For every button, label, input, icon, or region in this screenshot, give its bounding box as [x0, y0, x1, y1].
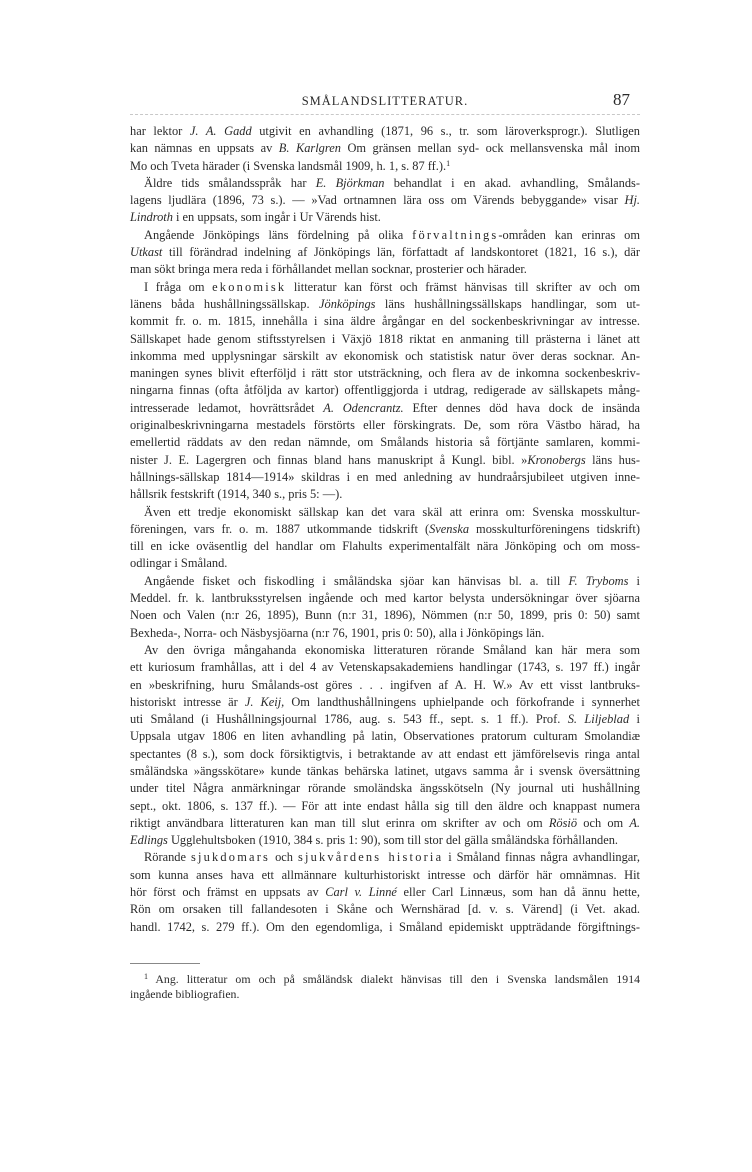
text-run: Noen och Valen (n:r 26, 1895), Bunn (n:r 31, 1896), Nömmen (n:r 50, 1899, pris 0: 50) samt: [130, 608, 640, 623]
text-line: [130, 919, 640, 936]
text-line: [130, 694, 640, 711]
text-run: Ang. litteratur om och på småländsk dialekt hänvisas till den i Svenska landsmålen 1914: [148, 972, 640, 986]
footnote-marker: 1: [144, 972, 148, 981]
text-line: [130, 209, 640, 226]
text-run: Om landthushållningens uphielpande och förkofrande i synnerhet: [284, 694, 640, 709]
text-run: till en icke oväsentlig del handlar om Flahults experimentalfält nära Jönköping och om moss-: [130, 539, 640, 554]
text-run: sept., okt. 1806, s. 137 ff.). — För att inte endast hålla sig till den äldre och knappast numera: [130, 798, 640, 813]
text-run: Även ett tredje ekonomiskt sällskap kan det vara skäl att erinra om: Svenska mosskultur-: [144, 504, 640, 519]
text-run: har lektor: [130, 124, 190, 138]
body-text: [130, 123, 640, 936]
footnote-line: [130, 987, 640, 1002]
running-header: [130, 92, 640, 112]
italic-text: Svenska: [429, 521, 470, 536]
text-run: -områden kan erinras om: [498, 227, 641, 242]
text-line: [130, 348, 640, 365]
text-line: [130, 555, 640, 572]
footnote-rule: [130, 963, 200, 964]
text-run: mosskulturföreningens tidskrift): [469, 521, 640, 536]
text-line: [130, 313, 640, 330]
text-run: Efter dennes död hava dock de insända: [403, 400, 641, 415]
text-line: [130, 331, 640, 348]
text-line: [130, 815, 640, 832]
text-line: [130, 677, 640, 694]
text-run: hör först och främst en uppsats av: [130, 885, 326, 900]
text-run: nister J. E. Lagergren och finnas bland hans manuskript å Kungl. bibl. »: [130, 452, 528, 467]
italic-text: A.: [629, 815, 640, 830]
text-run: behandlat i en akad. avhandling, Smålands-: [384, 175, 640, 190]
text-line: [130, 469, 640, 486]
italic-text: F. Tryboms: [568, 573, 629, 588]
italic-text: Kronobergs: [527, 452, 586, 467]
text-line: [130, 763, 640, 780]
text-line: [130, 261, 640, 278]
italic-text: S. Liljeblad: [567, 712, 630, 727]
text-run: Sällskapet hade genom stiftsstyrelsen i Växjö 1818 riktat en anmaning till prästerna i länet att: [130, 331, 640, 346]
text-line: [130, 832, 640, 849]
text-line: [130, 296, 640, 313]
text-run: intresserade ledamot, hovrättsrådet: [130, 400, 324, 415]
text-line: [130, 504, 640, 521]
text-line: [130, 521, 640, 538]
text-run: Äldre tids smålandsspråk har: [144, 175, 316, 190]
italic-text: Hj.: [624, 193, 640, 208]
running-title: SMÅLANDSLITTERATUR.: [301, 94, 469, 108]
text-run: kan nämnas en uppsats av: [130, 141, 279, 156]
text-run: föreningen, vars fr. o. m. 1887 utkommande tidskrift (: [130, 521, 430, 536]
text-run: hållsrik festskrift (1914, 340 s., pris 5: —).: [130, 487, 343, 502]
italic-text: J. Keij,: [244, 694, 285, 709]
text-run: spectantes (8 s.), som dock försiktigtvis, i betraktande av att endast ett jämförelsevis ringa antal: [130, 746, 640, 761]
text-run: maningen synes blivit efterföljd i rätt stor utsträckning, och flera av de inkomna sockenbeskriv-: [130, 366, 640, 381]
text-run: lagens ljudlära (1896, 73 s.). — »Vad ortnamnen lära oss om Värends bebyggande» visar: [130, 193, 625, 208]
text-run: länens båda hushållningssällskap.: [130, 296, 320, 311]
text-run: i: [628, 573, 640, 588]
text-line: [130, 901, 640, 918]
text-run: litteratur kan först och främst hänvisas till skrifter av och om: [286, 279, 640, 294]
text-run: Rön om orsaken till fallandesoten i Skåne och Wernshärad [d. v. s. Värend] (i Vet. akad.: [130, 902, 640, 917]
text-line: [130, 434, 640, 451]
text-run: Angående fisket och fiskodling i småländska sjöar kan hänvisas bl. a. till: [144, 573, 569, 588]
text-line: [130, 486, 640, 503]
header-rule: [130, 114, 640, 115]
text-run: Meddel. fr. k. lantbruksstyrelsen ingående och med kartor belysta undersökningar över sjöarna: [130, 591, 640, 606]
italic-text: J. A. Gadd: [189, 124, 252, 138]
text-line: [130, 417, 640, 434]
text-line: [130, 746, 640, 763]
spaced-emphasis-text: ekonomisk: [212, 279, 287, 294]
text-run: läns hus-: [585, 452, 640, 467]
text-run: småländska »ängsskötare» kunde tänkas behärska latinet, utgavs samma år i svensk översättning: [130, 763, 640, 778]
italic-text: B. Karlgren: [278, 141, 341, 156]
text-line: [130, 625, 640, 642]
text-run: Rörande: [144, 850, 191, 865]
text-line: [130, 849, 640, 866]
text-line: [130, 659, 640, 676]
italic-text: A. Odencrantz.: [323, 400, 404, 415]
text-line: [130, 192, 640, 209]
text-run: Angående Jönköpings läns fördelning på olika: [144, 227, 413, 242]
text-run: odlingar i Småland.: [130, 556, 228, 571]
text-run: Ugglehultsboken (1910, 384 s. pris 1: 90), som till stor del gälla småländska förhållanden.: [167, 833, 618, 848]
text-run: ett kuriosum framhållas, att i del 4 av Vetenskapsakademiens handlingar (1743, s. 197 ff.) ingår: [130, 660, 640, 675]
text-line: [130, 884, 640, 901]
text-line: [130, 244, 640, 261]
text-run: i en uppsats, som ingår i Ur Värends hist.: [172, 210, 381, 225]
text-run: Bexheda-, Norra- och Näsbysjöarna (n:r 76, 1901, pris 0: 50), alla i Jönköpings län.: [130, 625, 545, 640]
footnote-line: [130, 972, 640, 987]
italic-text: Utkast: [130, 245, 163, 260]
text-line: [130, 642, 640, 659]
text-run: och: [270, 850, 298, 865]
text-run: inkomma med upplysningar särskilt av ekonomisk och statistisk natur över deras socknar. An-: [130, 348, 640, 363]
text-run: uti Småland (i Hushållningsjournal 1786, aug. s. 543 ff., sept. s. 1 ff.). Prof.: [130, 712, 568, 727]
text-run: och om: [577, 815, 630, 830]
text-run: till förändrad indelning af Jönköpings län, författadt af landskontoret (1821, 16 s.), där: [162, 245, 640, 260]
text-run: som kunna anses hava ett allmännare kulturhistoriskt intresse och därför här omnämnas. Hit: [130, 867, 640, 882]
italic-text: Carl v. Linné: [325, 885, 397, 900]
text-run: Mo och Tveta härader (i Svenska landsmål 1909, h. 1, s. 87 ff.).: [130, 158, 447, 173]
text-line: [130, 175, 640, 192]
italic-text: Lindroth: [130, 210, 173, 225]
text-run: riktigt användbara litteraturen kan man till slut erinra om skrifter av och om: [130, 815, 549, 830]
text-run: i Småland finnas några avhandlingar,: [443, 850, 641, 865]
text-run: en »beskrifning, huru Smålands-ost göres . . . ingifven af A. H. W.» Av ett visst lantbruks-: [130, 677, 640, 692]
text-line: [130, 780, 640, 797]
text-run: ningarna finnas (ofta åtföljda av kartor) offentliggjorda i utdrag, redigerade av sällskapets mång-: [130, 383, 640, 398]
text-line: [130, 158, 640, 175]
text-line: [130, 123, 640, 140]
italic-text: Rösiö: [548, 815, 578, 830]
text-run: utgivit en avhandling (1871, 96 s., tr. som läroverksprogr.). Slutligen: [251, 124, 640, 138]
text-line: [130, 538, 640, 555]
text-run: handl. 1742, s. 279 ff.). Om den egendomliga, i Småland epidemiskt uppträdande förgiftnings-: [130, 919, 640, 934]
text-line: [130, 867, 640, 884]
spaced-emphasis-text: sjukvårdens historia: [297, 850, 444, 865]
footnotes: [130, 972, 640, 1002]
text-line: [130, 728, 640, 745]
text-run: kommit fr. o. m. 1815, innehålla i sina äldre årgångar en del sockenbeskrivningar av intresse.: [130, 314, 640, 329]
text-line: [130, 140, 640, 157]
text-line: [130, 227, 640, 244]
text-line: [130, 400, 640, 417]
italic-text: Jönköpings: [319, 296, 376, 311]
text-run: Av den övriga mångahanda ekonomiska litteraturen rörande Småland kan här mera som: [144, 642, 640, 657]
text-run: under titel Några anmärkningar rörande smoländska ängsskötseln (Ny journal uti hushållning: [130, 781, 640, 796]
text-run: I fråga om: [144, 279, 213, 294]
text-run: läns hushållningssällskaps handlingar, som ut-: [375, 296, 641, 311]
text-run: ingående bibliografien.: [130, 987, 240, 1001]
text-line: [130, 452, 640, 469]
spaced-emphasis-text: sjukdomars: [190, 850, 271, 865]
text-run: emellertid räddats av den redan nämnde, om Smålands historia så förtjänte samlaren, kommi-: [130, 435, 640, 450]
text-run: i: [629, 712, 641, 727]
text-line: [130, 607, 640, 624]
italic-text: E. Björkman: [315, 175, 385, 190]
page-number: 87: [613, 90, 630, 109]
text-run: hållnings-sällskap 1814—1914» skildras i en med anledning av hundraårsjubileet utgiven inne-: [130, 469, 640, 484]
text-line: [130, 798, 640, 815]
text-line: [130, 590, 640, 607]
text-run: eller Carl Linnæus, som han då ännu hette,: [396, 885, 640, 900]
italic-text: Edlings: [130, 833, 168, 848]
text-run: originalbeskrivningarna mestadels förstörts eller förskingrats. De, som röra Västbo härad, ha: [130, 418, 640, 433]
text-run: historiskt intresse är: [130, 694, 245, 709]
text-line: [130, 279, 640, 296]
text-run: Uppsala utgav 1806 en liten avhandling på latin, Observationes pratorum culturam Smolandiæ: [130, 729, 640, 744]
text-run: man sökt bringa mera reda i förhållandet mellan socknar, prosterier och härader.: [130, 262, 527, 277]
text-line: [130, 382, 640, 399]
text-line: [130, 365, 640, 382]
text-line: [130, 711, 640, 728]
footnote-marker: 1: [446, 158, 451, 168]
text-run: Om gränsen mellan syd- ock mellansvenska mål inom: [340, 141, 641, 156]
spaced-emphasis-text: förvaltnings: [412, 227, 499, 242]
text-line: [130, 573, 640, 590]
